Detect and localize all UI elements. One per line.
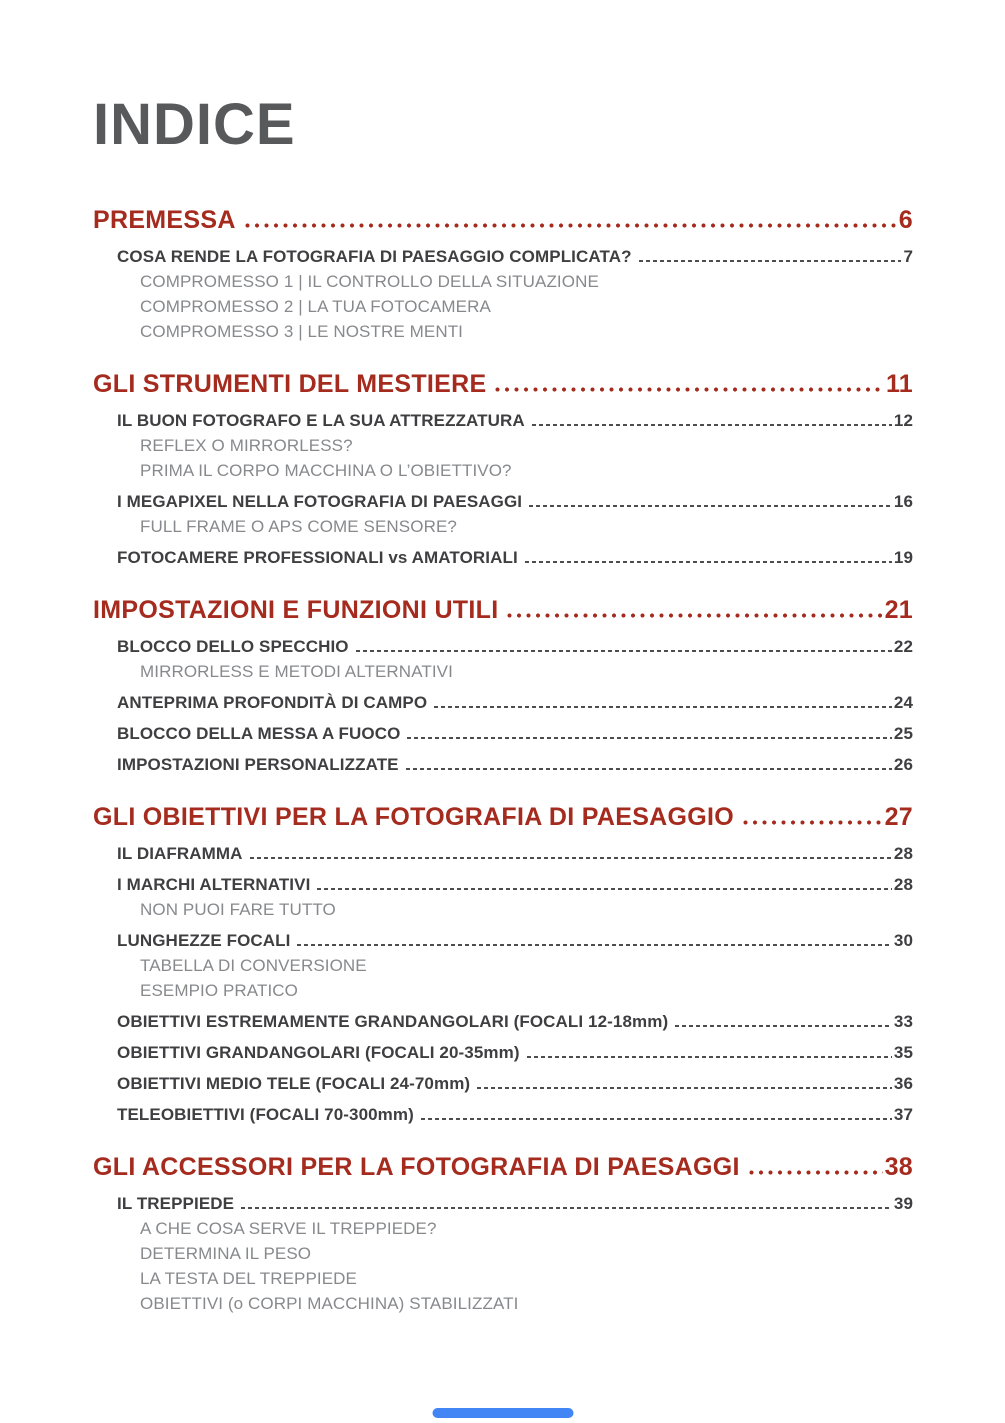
toc-subitem[interactable]: COMPROMESSO 1 | IL CONTROLLO DELLA SITUAZIONE xyxy=(140,272,599,291)
item-page-number: 37 xyxy=(893,1105,913,1124)
item-page-number: 19 xyxy=(893,548,913,567)
item-page-number: 30 xyxy=(893,931,913,950)
item-dashed-leader xyxy=(639,260,902,262)
toc-item[interactable] xyxy=(93,930,913,951)
section-title: GLI OBIETTIVI PER LA FOTOGRAFIA DI PAESAGGIO xyxy=(93,803,735,831)
item-dashed-leader xyxy=(532,424,892,426)
item-page-number: 26 xyxy=(893,755,913,774)
section-title: GLI STRUMENTI DEL MESTIERE xyxy=(93,370,487,398)
toc-subitem[interactable]: TABELLA DI CONVERSIONE xyxy=(140,956,367,975)
item-title: FOTOCAMERE PROFESSIONALI vs AMATORIALI xyxy=(117,548,518,567)
item-dashed-leader xyxy=(250,857,892,859)
toc-section xyxy=(93,594,913,775)
item-page-number: 16 xyxy=(893,492,913,511)
home-indicator xyxy=(432,1408,573,1418)
item-title: COSA RENDE LA FOTOGRAFIA DI PAESAGGIO COMPLICATA? xyxy=(117,247,632,266)
item-page-number: 36 xyxy=(893,1074,913,1093)
item-page-number: 22 xyxy=(893,637,913,656)
section-page-number: 6 xyxy=(898,206,913,234)
item-dashed-leader xyxy=(434,706,892,708)
toc-item[interactable] xyxy=(93,1042,913,1063)
item-dashed-leader xyxy=(407,737,891,739)
toc-subitem[interactable]: COMPROMESSO 3 | LE NOSTRE MENTI xyxy=(140,322,464,341)
toc-item[interactable] xyxy=(93,410,913,431)
section-dotted-leader xyxy=(743,820,883,825)
toc-item[interactable] xyxy=(93,246,913,267)
section-page-number: 27 xyxy=(884,803,913,831)
toc-item[interactable] xyxy=(93,874,913,895)
toc-subitem[interactable]: MIRRORLESS E METODI ALTERNATIVI xyxy=(140,662,453,681)
section-dotted-leader xyxy=(495,387,884,392)
item-dashed-leader xyxy=(406,768,892,770)
toc-item[interactable] xyxy=(93,843,913,864)
item-dashed-leader xyxy=(317,888,891,890)
item-title: OBIETTIVI MEDIO TELE (FOCALI 24-70mm) xyxy=(117,1074,471,1093)
item-page-number: 24 xyxy=(893,693,913,712)
item-title: ANTEPRIMA PROFONDITÀ DI CAMPO xyxy=(117,693,428,712)
item-page-number: 7 xyxy=(903,247,913,266)
item-page-number: 12 xyxy=(893,411,913,430)
item-page-number: 25 xyxy=(893,724,913,743)
item-title: OBIETTIVI ESTREMAMENTE GRANDANGOLARI (FOCALI 12-18mm) xyxy=(117,1012,669,1031)
toc-section-heading[interactable] xyxy=(93,801,913,833)
toc-subitem[interactable]: ESEMPIO PRATICO xyxy=(140,981,298,1000)
toc-item[interactable] xyxy=(93,1104,913,1125)
section-title: PREMESSA xyxy=(93,206,236,234)
toc-item[interactable] xyxy=(93,547,913,568)
toc-section-heading[interactable] xyxy=(93,1151,913,1183)
item-page-number: 28 xyxy=(893,844,913,863)
toc-subitem[interactable]: LA TESTA DEL TREPPIEDE xyxy=(140,1269,357,1288)
item-dashed-leader xyxy=(477,1087,892,1089)
item-dashed-leader xyxy=(529,505,892,507)
toc-item[interactable] xyxy=(93,1073,913,1094)
item-title: LUNGHEZZE FOCALI xyxy=(117,931,291,950)
item-title: IL BUON FOTOGRAFO E LA SUA ATTREZZATURA xyxy=(117,411,525,430)
toc-subitem[interactable]: FULL FRAME O APS COME SENSORE? xyxy=(140,517,457,536)
section-dotted-leader xyxy=(507,613,882,618)
toc-subitem[interactable]: REFLEX O MIRRORLESS? xyxy=(140,436,353,455)
section-dotted-leader xyxy=(749,1170,883,1175)
item-title: IMPOSTAZIONI PERSONALIZZATE xyxy=(117,755,399,774)
item-page-number: 33 xyxy=(893,1012,913,1031)
item-page-number: 35 xyxy=(893,1043,913,1062)
toc-section-heading[interactable] xyxy=(93,594,913,626)
toc-subitem[interactable]: OBIETTIVI (o CORPI MACCHINA) STABILIZZATI xyxy=(140,1294,519,1313)
item-dashed-leader xyxy=(241,1207,892,1209)
item-title: BLOCCO DELLA MESSA A FUOCO xyxy=(117,724,401,743)
toc-item[interactable] xyxy=(93,1011,913,1032)
toc-section xyxy=(93,368,913,568)
item-dashed-leader xyxy=(421,1118,892,1120)
toc-section-heading[interactable] xyxy=(93,204,913,236)
page-title: INDICE xyxy=(93,92,296,157)
toc-item[interactable] xyxy=(93,491,913,512)
toc xyxy=(93,204,913,1314)
item-title: OBIETTIVI GRANDANGOLARI (FOCALI 20-35mm) xyxy=(117,1043,520,1062)
item-dashed-leader xyxy=(525,561,892,563)
toc-section xyxy=(93,1151,913,1314)
item-dashed-leader xyxy=(356,650,892,652)
toc-subitem[interactable]: A CHE COSA SERVE IL TREPPIEDE? xyxy=(140,1219,437,1238)
section-dotted-leader xyxy=(245,223,897,228)
section-title: GLI ACCESSORI PER LA FOTOGRAFIA DI PAESAGGI xyxy=(93,1153,740,1181)
toc-section xyxy=(93,204,913,342)
item-title: I MEGAPIXEL NELLA FOTOGRAFIA DI PAESAGGI xyxy=(117,492,523,511)
item-title: TELEOBIETTIVI (FOCALI 70-300mm) xyxy=(117,1105,414,1124)
toc-subitem[interactable]: DETERMINA IL PESO xyxy=(140,1244,312,1263)
item-title: IL TREPPIEDE xyxy=(117,1194,235,1213)
item-title: BLOCCO DELLO SPECCHIO xyxy=(117,637,349,656)
toc-section-heading[interactable] xyxy=(93,368,913,400)
toc-item[interactable] xyxy=(93,636,913,657)
item-dashed-leader xyxy=(527,1056,892,1058)
toc-item[interactable] xyxy=(93,723,913,744)
toc-item[interactable] xyxy=(93,692,913,713)
section-title: IMPOSTAZIONI E FUNZIONI UTILI xyxy=(93,596,499,624)
toc-item[interactable] xyxy=(93,1193,913,1214)
section-page-number: 38 xyxy=(884,1153,913,1181)
section-page-number: 11 xyxy=(885,370,913,398)
toc-subitem[interactable]: PRIMA IL CORPO MACCHINA O L’OBIETTIVO? xyxy=(140,461,512,480)
toc-subitem[interactable]: NON PUOI FARE TUTTO xyxy=(140,900,336,919)
toc-section xyxy=(93,801,913,1125)
item-dashed-leader xyxy=(675,1025,892,1027)
section-page-number: 21 xyxy=(884,596,913,624)
item-dashed-leader xyxy=(297,944,891,946)
item-page-number: 39 xyxy=(893,1194,913,1213)
item-title: I MARCHI ALTERNATIVI xyxy=(117,875,311,894)
toc-item[interactable] xyxy=(93,754,913,775)
item-page-number: 28 xyxy=(893,875,913,894)
toc-subitem[interactable]: COMPROMESSO 2 | LA TUA FOTOCAMERA xyxy=(140,297,491,316)
item-title: IL DIAFRAMMA xyxy=(117,844,243,863)
